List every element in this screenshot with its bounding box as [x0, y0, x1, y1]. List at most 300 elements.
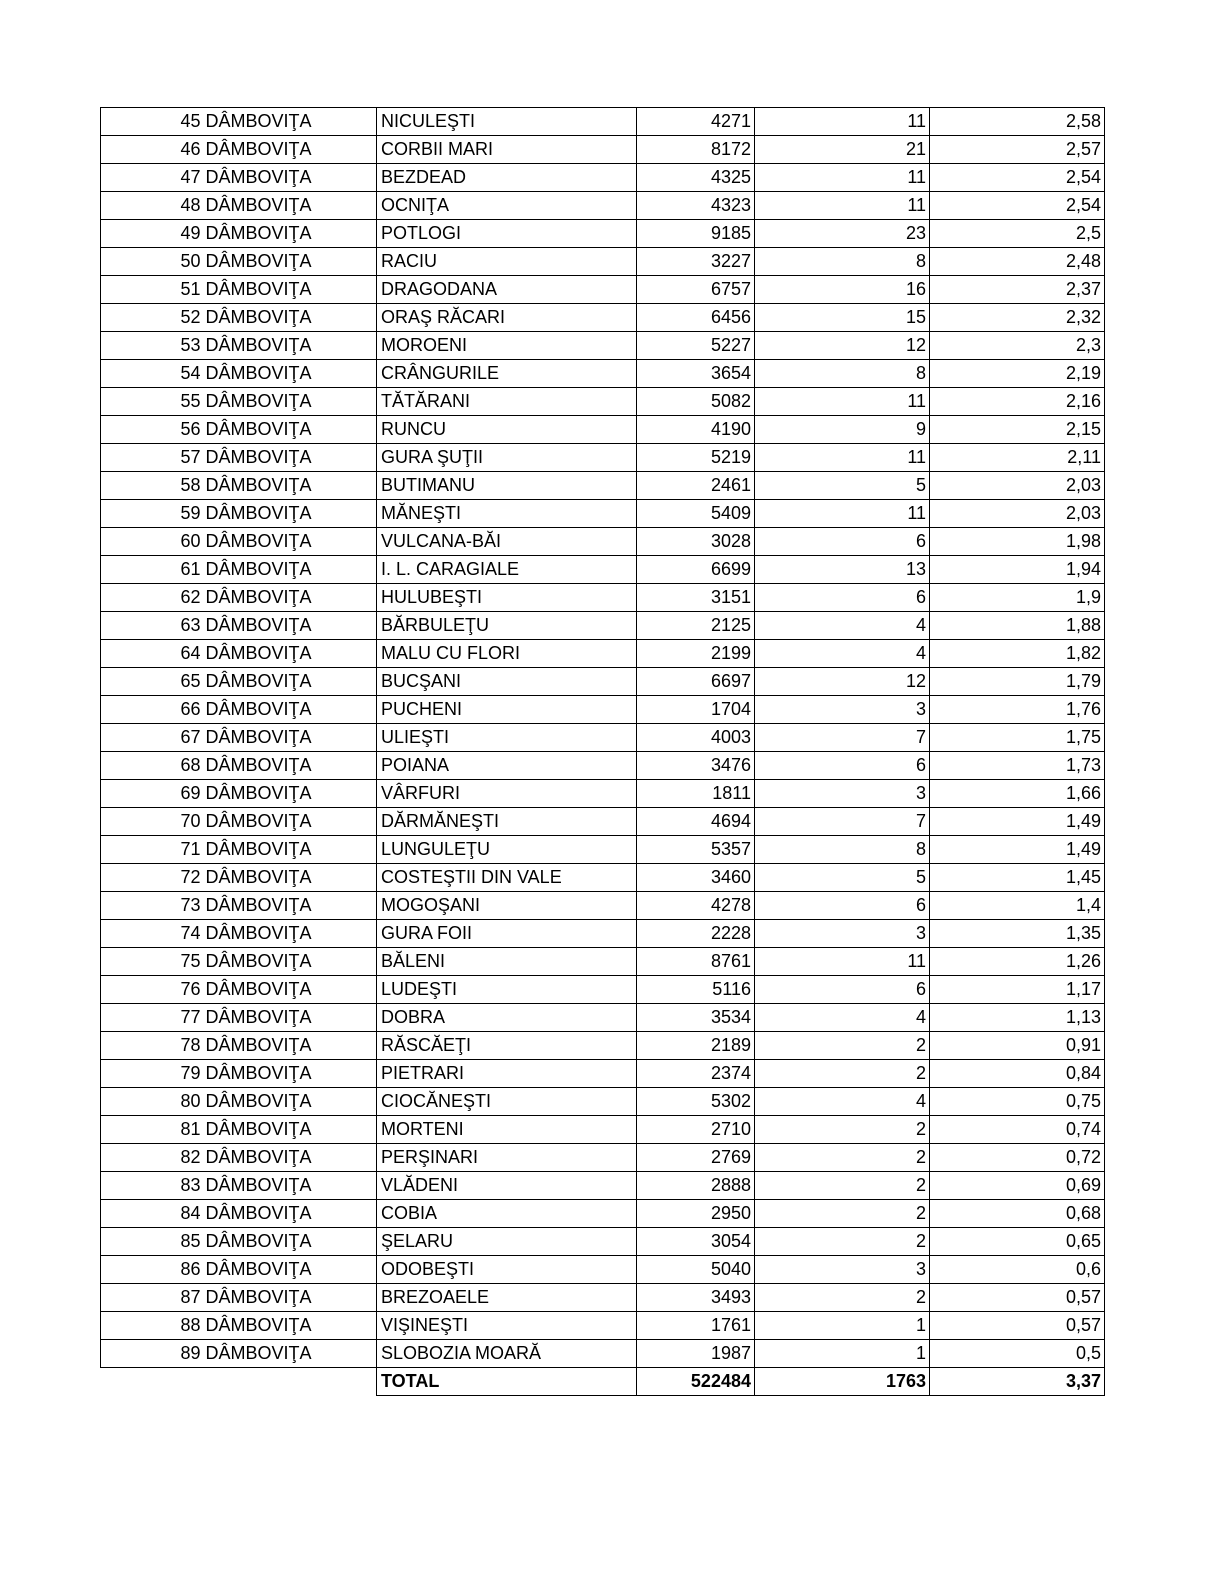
table-row: [101, 388, 1105, 416]
population-cell: 3534: [637, 1004, 755, 1032]
table-row: [101, 1004, 1105, 1032]
table-row: [101, 976, 1105, 1004]
county-cell: DÂMBOVIŢA: [204, 1116, 377, 1144]
locality-cell: LUNGULEŢU: [377, 836, 637, 864]
population-cell: 2888: [637, 1172, 755, 1200]
county-cell: DÂMBOVIŢA: [204, 696, 377, 724]
rate-cell: 1,98: [930, 528, 1105, 556]
locality-cell: MORTENI: [377, 1116, 637, 1144]
row-number-cell: 62: [101, 584, 204, 612]
population-cell: 3151: [637, 584, 755, 612]
row-number-cell: 65: [101, 668, 204, 696]
locality-cell: MALU CU FLORI: [377, 640, 637, 668]
row-number-cell: 60: [101, 528, 204, 556]
population-cell: 5302: [637, 1088, 755, 1116]
row-number-cell: 77: [101, 1004, 204, 1032]
row-number-cell: 47: [101, 164, 204, 192]
rate-cell: 2,11: [930, 444, 1105, 472]
population-cell: 1761: [637, 1312, 755, 1340]
rate-cell: 0,72: [930, 1144, 1105, 1172]
rate-cell: 1,82: [930, 640, 1105, 668]
rate-cell: 2,37: [930, 276, 1105, 304]
row-number-cell: 84: [101, 1200, 204, 1228]
population-cell: 6456: [637, 304, 755, 332]
rate-cell: 0,74: [930, 1116, 1105, 1144]
rate-cell: 1,13: [930, 1004, 1105, 1032]
population-cell: 3227: [637, 248, 755, 276]
locality-cell: DOBRA: [377, 1004, 637, 1032]
table-row: [101, 640, 1105, 668]
total-label: TOTAL: [377, 1368, 637, 1396]
county-cell: DÂMBOVIŢA: [204, 1172, 377, 1200]
rate-cell: 0,69: [930, 1172, 1105, 1200]
table-row: [101, 1060, 1105, 1088]
cases-cell: 12: [755, 332, 930, 360]
row-number-cell: 78: [101, 1032, 204, 1060]
county-cell: DÂMBOVIŢA: [204, 780, 377, 808]
cases-cell: 13: [755, 556, 930, 584]
locality-cell: GURA ŞUŢII: [377, 444, 637, 472]
cases-cell: 3: [755, 920, 930, 948]
population-cell: 2374: [637, 1060, 755, 1088]
rate-cell: 1,73: [930, 752, 1105, 780]
population-cell: 4271: [637, 108, 755, 136]
locality-cell: PERŞINARI: [377, 1144, 637, 1172]
cases-cell: 2: [755, 1200, 930, 1228]
rate-cell: 2,03: [930, 500, 1105, 528]
row-number-cell: 61: [101, 556, 204, 584]
rate-cell: 0,65: [930, 1228, 1105, 1256]
row-number-cell: 71: [101, 836, 204, 864]
county-cell: DÂMBOVIŢA: [204, 808, 377, 836]
locality-cell: BĂRBULEŢU: [377, 612, 637, 640]
rate-cell: 1,94: [930, 556, 1105, 584]
table-row: [101, 836, 1105, 864]
table-row: [101, 472, 1105, 500]
cases-cell: 1: [755, 1312, 930, 1340]
table-row: [101, 1172, 1105, 1200]
table-row: [101, 1284, 1105, 1312]
rate-cell: 0,68: [930, 1200, 1105, 1228]
cases-cell: 6: [755, 752, 930, 780]
table-row: [101, 864, 1105, 892]
total-rate: 3,37: [930, 1368, 1105, 1396]
population-cell: 8761: [637, 948, 755, 976]
county-cell: DÂMBOVIŢA: [204, 1228, 377, 1256]
rate-cell: 2,32: [930, 304, 1105, 332]
population-cell: 8172: [637, 136, 755, 164]
row-number-cell: 56: [101, 416, 204, 444]
rate-cell: 1,26: [930, 948, 1105, 976]
row-number-cell: 52: [101, 304, 204, 332]
population-cell: 5357: [637, 836, 755, 864]
population-cell: 2710: [637, 1116, 755, 1144]
locality-cell: GURA FOII: [377, 920, 637, 948]
population-cell: 4190: [637, 416, 755, 444]
locality-cell: BĂLENI: [377, 948, 637, 976]
rate-cell: 2,54: [930, 192, 1105, 220]
row-number-cell: 63: [101, 612, 204, 640]
cases-cell: 3: [755, 696, 930, 724]
total-blank-cell: [101, 1368, 204, 1396]
row-number-cell: 83: [101, 1172, 204, 1200]
county-cell: DÂMBOVIŢA: [204, 472, 377, 500]
cases-cell: 4: [755, 640, 930, 668]
population-cell: 5040: [637, 1256, 755, 1284]
table-row: [101, 724, 1105, 752]
population-cell: 5227: [637, 332, 755, 360]
cases-cell: 6: [755, 976, 930, 1004]
county-cell: DÂMBOVIŢA: [204, 1088, 377, 1116]
row-number-cell: 55: [101, 388, 204, 416]
cases-cell: 2: [755, 1060, 930, 1088]
locality-cell: LUDEŞTI: [377, 976, 637, 1004]
cases-cell: 4: [755, 1004, 930, 1032]
population-cell: 3460: [637, 864, 755, 892]
county-cell: DÂMBOVIŢA: [204, 752, 377, 780]
county-cell: DÂMBOVIŢA: [204, 1284, 377, 1312]
row-number-cell: 87: [101, 1284, 204, 1312]
county-cell: DÂMBOVIŢA: [204, 276, 377, 304]
county-cell: DÂMBOVIŢA: [204, 1340, 377, 1368]
table-row: [101, 1228, 1105, 1256]
locality-cell: COBIA: [377, 1200, 637, 1228]
cases-cell: 11: [755, 948, 930, 976]
row-number-cell: 85: [101, 1228, 204, 1256]
rate-cell: 1,49: [930, 808, 1105, 836]
locality-cell: VLĂDENI: [377, 1172, 637, 1200]
cases-cell: 1: [755, 1340, 930, 1368]
population-cell: 3476: [637, 752, 755, 780]
table-row: [101, 780, 1105, 808]
table-row: [101, 444, 1105, 472]
population-cell: 2189: [637, 1032, 755, 1060]
cases-cell: 5: [755, 472, 930, 500]
population-cell: 2769: [637, 1144, 755, 1172]
locality-cell: HULUBEŞTI: [377, 584, 637, 612]
table-row: [101, 948, 1105, 976]
table-row: [101, 1032, 1105, 1060]
table-row: [101, 500, 1105, 528]
cases-cell: 3: [755, 780, 930, 808]
rate-cell: 0,57: [930, 1312, 1105, 1340]
locality-cell: RĂSCĂEŢI: [377, 1032, 637, 1060]
locality-cell: CRÂNGURILE: [377, 360, 637, 388]
table-row: [101, 164, 1105, 192]
locality-cell: COSTEŞTII DIN VALE: [377, 864, 637, 892]
locality-cell: SLOBOZIA MOARĂ: [377, 1340, 637, 1368]
population-cell: 4323: [637, 192, 755, 220]
table-row: [101, 612, 1105, 640]
table-row: [101, 1340, 1105, 1368]
locality-cell: ULIEŞTI: [377, 724, 637, 752]
rate-cell: 1,75: [930, 724, 1105, 752]
county-cell: DÂMBOVIŢA: [204, 1004, 377, 1032]
locality-cell: VULCANA-BĂI: [377, 528, 637, 556]
county-cell: DÂMBOVIŢA: [204, 108, 377, 136]
population-cell: 5116: [637, 976, 755, 1004]
cases-cell: 5: [755, 864, 930, 892]
cases-cell: 4: [755, 1088, 930, 1116]
rate-cell: 1,76: [930, 696, 1105, 724]
row-number-cell: 57: [101, 444, 204, 472]
locality-cell: BREZOAELE: [377, 1284, 637, 1312]
locality-cell: BUCŞANI: [377, 668, 637, 696]
locality-cell: I. L. CARAGIALE: [377, 556, 637, 584]
county-cell: DÂMBOVIŢA: [204, 556, 377, 584]
cases-cell: 2: [755, 1116, 930, 1144]
cases-cell: 6: [755, 528, 930, 556]
county-cell: DÂMBOVIŢA: [204, 192, 377, 220]
row-number-cell: 81: [101, 1116, 204, 1144]
county-cell: DÂMBOVIŢA: [204, 444, 377, 472]
row-number-cell: 75: [101, 948, 204, 976]
locality-cell: BEZDEAD: [377, 164, 637, 192]
population-cell: 9185: [637, 220, 755, 248]
county-cell: DÂMBOVIŢA: [204, 136, 377, 164]
row-number-cell: 76: [101, 976, 204, 1004]
county-cell: DÂMBOVIŢA: [204, 1144, 377, 1172]
total-row: [101, 1368, 1105, 1396]
table-row: [101, 556, 1105, 584]
rate-cell: 0,84: [930, 1060, 1105, 1088]
population-cell: 2228: [637, 920, 755, 948]
cases-cell: 8: [755, 360, 930, 388]
table-row: [101, 696, 1105, 724]
table-body: [101, 108, 1105, 1368]
row-number-cell: 73: [101, 892, 204, 920]
total-population: 522484: [637, 1368, 755, 1396]
cases-cell: 2: [755, 1144, 930, 1172]
rate-cell: 2,15: [930, 416, 1105, 444]
localities-table: [100, 107, 1105, 1396]
table-row: [101, 276, 1105, 304]
county-cell: DÂMBOVIŢA: [204, 612, 377, 640]
county-cell: DÂMBOVIŢA: [204, 920, 377, 948]
locality-cell: CORBII MARI: [377, 136, 637, 164]
row-number-cell: 69: [101, 780, 204, 808]
cases-cell: 11: [755, 164, 930, 192]
table-row: [101, 332, 1105, 360]
table-row: [101, 304, 1105, 332]
locality-cell: MOGOŞANI: [377, 892, 637, 920]
locality-cell: POTLOGI: [377, 220, 637, 248]
locality-cell: BUTIMANU: [377, 472, 637, 500]
population-cell: 3054: [637, 1228, 755, 1256]
row-number-cell: 51: [101, 276, 204, 304]
table-row: [101, 1200, 1105, 1228]
row-number-cell: 79: [101, 1060, 204, 1088]
cases-cell: 6: [755, 584, 930, 612]
row-number-cell: 49: [101, 220, 204, 248]
county-cell: DÂMBOVIŢA: [204, 584, 377, 612]
cases-cell: 7: [755, 808, 930, 836]
locality-cell: DRAGODANA: [377, 276, 637, 304]
table-row: [101, 1256, 1105, 1284]
population-cell: 1811: [637, 780, 755, 808]
locality-cell: CIOCĂNEŞTI: [377, 1088, 637, 1116]
table-row: [101, 920, 1105, 948]
locality-cell: VÂRFURI: [377, 780, 637, 808]
locality-cell: RACIU: [377, 248, 637, 276]
table-row: [101, 360, 1105, 388]
rate-cell: 1,45: [930, 864, 1105, 892]
county-cell: DÂMBOVIŢA: [204, 248, 377, 276]
table-row: [101, 192, 1105, 220]
county-cell: DÂMBOVIŢA: [204, 388, 377, 416]
county-cell: DÂMBOVIŢA: [204, 500, 377, 528]
population-cell: 2461: [637, 472, 755, 500]
rate-cell: 2,57: [930, 136, 1105, 164]
cases-cell: 2: [755, 1228, 930, 1256]
rate-cell: 2,16: [930, 388, 1105, 416]
cases-cell: 15: [755, 304, 930, 332]
table-row: [101, 668, 1105, 696]
row-number-cell: 66: [101, 696, 204, 724]
row-number-cell: 58: [101, 472, 204, 500]
population-cell: 4003: [637, 724, 755, 752]
row-number-cell: 82: [101, 1144, 204, 1172]
population-cell: 4278: [637, 892, 755, 920]
county-cell: DÂMBOVIŢA: [204, 892, 377, 920]
row-number-cell: 67: [101, 724, 204, 752]
cases-cell: 11: [755, 500, 930, 528]
table-row: [101, 528, 1105, 556]
rate-cell: 2,19: [930, 360, 1105, 388]
county-cell: DÂMBOVIŢA: [204, 640, 377, 668]
row-number-cell: 86: [101, 1256, 204, 1284]
population-cell: 5082: [637, 388, 755, 416]
table-row: [101, 1116, 1105, 1144]
county-cell: DÂMBOVIŢA: [204, 1312, 377, 1340]
row-number-cell: 54: [101, 360, 204, 388]
table-row: [101, 136, 1105, 164]
cases-cell: 12: [755, 668, 930, 696]
county-cell: DÂMBOVIŢA: [204, 528, 377, 556]
row-number-cell: 80: [101, 1088, 204, 1116]
county-cell: DÂMBOVIŢA: [204, 724, 377, 752]
county-cell: DÂMBOVIŢA: [204, 1032, 377, 1060]
rate-cell: 0,5: [930, 1340, 1105, 1368]
population-cell: 1704: [637, 696, 755, 724]
table-row: [101, 752, 1105, 780]
cases-cell: 9: [755, 416, 930, 444]
rate-cell: 0,57: [930, 1284, 1105, 1312]
population-cell: 2199: [637, 640, 755, 668]
locality-cell: POIANA: [377, 752, 637, 780]
county-cell: DÂMBOVIŢA: [204, 1060, 377, 1088]
table-row: [101, 220, 1105, 248]
table-row: [101, 108, 1105, 136]
population-cell: 5219: [637, 444, 755, 472]
table-row: [101, 1312, 1105, 1340]
cases-cell: 11: [755, 444, 930, 472]
population-cell: 4325: [637, 164, 755, 192]
population-cell: 2950: [637, 1200, 755, 1228]
rate-cell: 2,03: [930, 472, 1105, 500]
county-cell: DÂMBOVIŢA: [204, 836, 377, 864]
county-cell: DÂMBOVIŢA: [204, 1256, 377, 1284]
row-number-cell: 50: [101, 248, 204, 276]
rate-cell: 0,75: [930, 1088, 1105, 1116]
county-cell: DÂMBOVIŢA: [204, 304, 377, 332]
cases-cell: 8: [755, 248, 930, 276]
row-number-cell: 45: [101, 108, 204, 136]
locality-cell: ODOBEŞTI: [377, 1256, 637, 1284]
row-number-cell: 46: [101, 136, 204, 164]
rate-cell: 2,48: [930, 248, 1105, 276]
cases-cell: 23: [755, 220, 930, 248]
table-row: [101, 1088, 1105, 1116]
total-cases: 1763: [755, 1368, 930, 1396]
cases-cell: 3: [755, 1256, 930, 1284]
row-number-cell: 64: [101, 640, 204, 668]
locality-cell: PIETRARI: [377, 1060, 637, 1088]
table-row: [101, 416, 1105, 444]
locality-cell: PUCHENI: [377, 696, 637, 724]
rate-cell: 0,6: [930, 1256, 1105, 1284]
locality-cell: MĂNEŞTI: [377, 500, 637, 528]
cases-cell: 21: [755, 136, 930, 164]
cases-cell: 2: [755, 1284, 930, 1312]
row-number-cell: 68: [101, 752, 204, 780]
locality-cell: ORAŞ RĂCARI: [377, 304, 637, 332]
table-row: [101, 892, 1105, 920]
row-number-cell: 48: [101, 192, 204, 220]
locality-cell: OCNIŢA: [377, 192, 637, 220]
population-cell: 3493: [637, 1284, 755, 1312]
county-cell: DÂMBOVIŢA: [204, 948, 377, 976]
cases-cell: 16: [755, 276, 930, 304]
cases-cell: 11: [755, 388, 930, 416]
population-cell: 2125: [637, 612, 755, 640]
row-number-cell: 88: [101, 1312, 204, 1340]
locality-cell: RUNCU: [377, 416, 637, 444]
rate-cell: 2,54: [930, 164, 1105, 192]
table-row: [101, 1144, 1105, 1172]
row-number-cell: 89: [101, 1340, 204, 1368]
rate-cell: 1,9: [930, 584, 1105, 612]
population-cell: 6697: [637, 668, 755, 696]
county-cell: DÂMBOVIŢA: [204, 1200, 377, 1228]
county-cell: DÂMBOVIŢA: [204, 668, 377, 696]
table-row: [101, 584, 1105, 612]
county-cell: DÂMBOVIŢA: [204, 332, 377, 360]
total-blank-cell: [204, 1368, 377, 1396]
cases-cell: 11: [755, 108, 930, 136]
locality-cell: TĂTĂRANI: [377, 388, 637, 416]
rate-cell: 1,66: [930, 780, 1105, 808]
county-cell: DÂMBOVIŢA: [204, 360, 377, 388]
row-number-cell: 72: [101, 864, 204, 892]
population-cell: 1987: [637, 1340, 755, 1368]
population-cell: 3654: [637, 360, 755, 388]
rate-cell: 1,17: [930, 976, 1105, 1004]
cases-cell: 11: [755, 192, 930, 220]
cases-cell: 2: [755, 1032, 930, 1060]
cases-cell: 6: [755, 892, 930, 920]
rate-cell: 2,5: [930, 220, 1105, 248]
rate-cell: 0,91: [930, 1032, 1105, 1060]
population-cell: 3028: [637, 528, 755, 556]
locality-cell: MOROENI: [377, 332, 637, 360]
county-cell: DÂMBOVIŢA: [204, 416, 377, 444]
rate-cell: 1,35: [930, 920, 1105, 948]
rate-cell: 1,79: [930, 668, 1105, 696]
locality-cell: VIŞINEŞTI: [377, 1312, 637, 1340]
row-number-cell: 53: [101, 332, 204, 360]
locality-cell: ŞELARU: [377, 1228, 637, 1256]
